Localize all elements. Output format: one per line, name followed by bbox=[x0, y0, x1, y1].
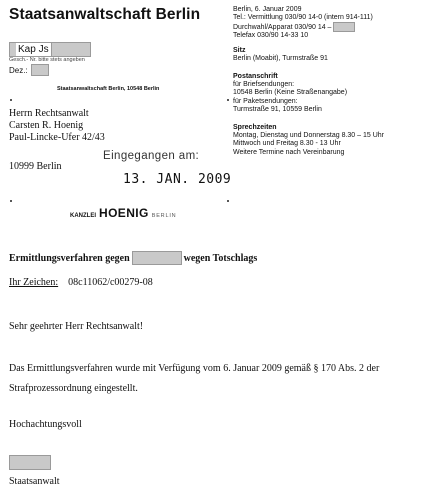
fax-line: Telefax 030/90 14-33 10 bbox=[233, 32, 309, 40]
subject-prefix: Ermittlungsverfahren gegen bbox=[9, 252, 130, 264]
recipient-line: 10999 Berlin bbox=[9, 161, 62, 172]
extension-line bbox=[233, 22, 373, 32]
postal-info bbox=[233, 73, 347, 114]
fold-mark bbox=[10, 200, 12, 202]
office-hours-line: Mittwoch und Freitag 8.30 - 13 Uhr bbox=[233, 140, 341, 148]
case-number-label: Kap Js bbox=[18, 44, 49, 55]
subject-suffix: wegen Totschlags bbox=[183, 252, 258, 264]
fold-mark bbox=[10, 99, 12, 101]
postal-line: für Briefsendungen: bbox=[233, 81, 295, 89]
seat-value: Berlin (Moabit), Turmstraße 91 bbox=[233, 55, 328, 63]
redaction-block bbox=[333, 22, 355, 32]
return-address-line: Staatsanwaltschaft Berlin, 10548 Berlin bbox=[57, 86, 160, 92]
signature-title: Staatsanwalt bbox=[9, 476, 60, 487]
fold-mark bbox=[227, 200, 229, 202]
recipient-line: Carsten R. Hoenig bbox=[9, 120, 84, 131]
postal-heading: Postanschrift bbox=[233, 73, 278, 80]
reference-value: 08c11062/c00279-08 bbox=[68, 277, 153, 288]
office-hours-line: Weitere Termine nach Vereinbarung bbox=[233, 148, 345, 156]
redaction-block bbox=[31, 64, 49, 76]
reference-label: Ihr Zeichen: bbox=[9, 277, 59, 288]
recipient-line: Herrn Rechtsanwalt bbox=[9, 108, 89, 119]
law-firm-logo bbox=[70, 206, 176, 220]
case-number-field bbox=[9, 42, 91, 57]
fold-mark bbox=[227, 99, 229, 101]
seat-heading: Sitz bbox=[233, 47, 246, 54]
law-firm-city: BERLIN bbox=[151, 213, 177, 219]
letter-date: Berlin, 6. Januar 2009 bbox=[233, 6, 302, 13]
seat-info bbox=[233, 47, 328, 63]
contact-info bbox=[233, 6, 373, 41]
office-hours-heading: Sprechzeiten bbox=[233, 124, 277, 131]
subject-line bbox=[9, 251, 257, 265]
reference-line bbox=[9, 277, 153, 288]
postal-line: 10548 Berlin (Keine Straßenangabe) bbox=[233, 89, 348, 97]
law-firm-prefix: KANZLEI bbox=[70, 213, 96, 219]
reference-note: Gesch.- Nr. bitte stets angeben bbox=[9, 57, 85, 63]
body-paragraph-line: Strafprozessordnung eingestellt. bbox=[9, 383, 138, 394]
salutation: Sehr geehrter Herr Rechtsanwalt! bbox=[9, 321, 144, 332]
postal-line: für Paketsendungen: bbox=[233, 97, 298, 105]
office-hours-line: Montag, Dienstag und Donnerstag 8.30 – 15 Uhr bbox=[233, 132, 384, 140]
received-stamp-label: Eingegangen am: bbox=[103, 150, 200, 162]
redaction-block bbox=[51, 42, 91, 57]
signature-redaction bbox=[9, 455, 51, 470]
office-hours bbox=[233, 124, 384, 157]
extension-label: Durchwahl/Apparat 030/90 14 – bbox=[233, 24, 332, 32]
closing: Hochachtungsvoll bbox=[9, 419, 82, 430]
postal-line: Turmstraße 91, 10559 Berlin bbox=[233, 105, 322, 113]
authority-name: Staatsanwaltschaft Berlin bbox=[9, 6, 201, 23]
law-firm-name: HOENIG bbox=[99, 206, 149, 220]
recipient-line: Paul-Lincke-Ufer 42/43 bbox=[9, 132, 105, 143]
department-label: Dez.: bbox=[9, 65, 28, 75]
received-stamp-date: 13. JAN. 2009 bbox=[123, 172, 232, 187]
phone-line: Tel.: Vermittlung 030/90 14-0 (intern 914-111) bbox=[233, 14, 373, 22]
redaction-block bbox=[9, 42, 16, 57]
department-field bbox=[9, 64, 49, 76]
redaction-block bbox=[132, 251, 182, 265]
body-paragraph-line: Das Ermittlungsverfahren wurde mit Verfügung vom 6. Januar 2009 gemäß § 170 Abs. 2 der bbox=[9, 363, 380, 374]
